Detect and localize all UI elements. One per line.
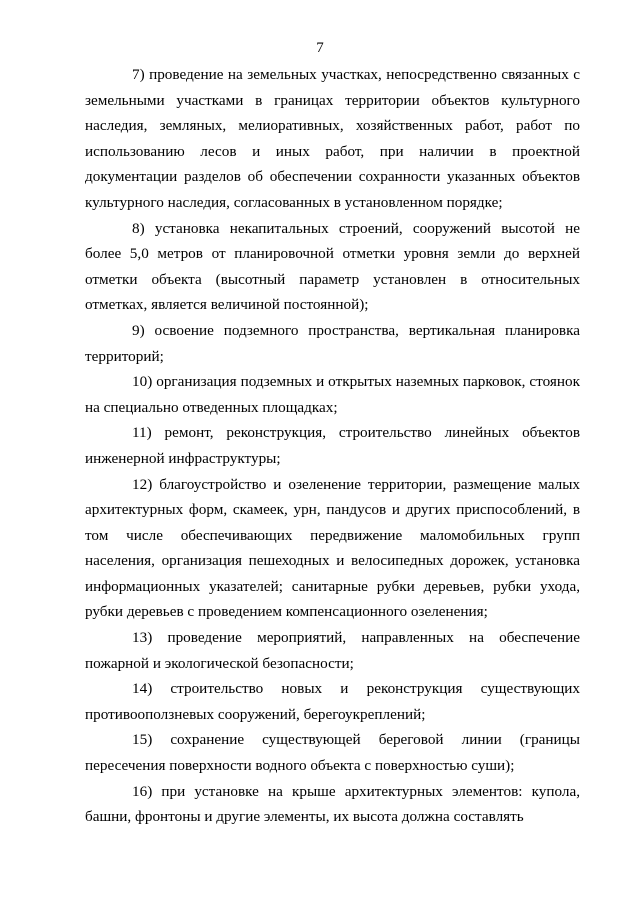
list-item-13: 13) проведение мероприятий, направленных на обеспечение пожарной и экологической безопасности; bbox=[85, 629, 580, 672]
list-item-11: 11) ремонт, реконструкция, строительство линейных объектов инженерной инфраструктуры; bbox=[85, 424, 580, 467]
list-item-12: 12) благоустройство и озеленение территории, размещение малых архитектурных форм, скамеек, урн, пандусов и других приспособлений, в том числе обеспечивающих передвижение маломобильных групп населения, организация пешеходных и велосипедных дорожек, установка информационных указателей; санитарные рубки деревьев, рубки ухода, рубки деревьев с проведением компенсационного озеленения; bbox=[85, 475, 580, 621]
page-number: 7 bbox=[316, 40, 324, 56]
list-item-14: 14) строительство новых и реконструкция существующих противооползневых сооружений, берегоукреплений; bbox=[85, 680, 580, 723]
list-item-9: 9) освоение подземного пространства, вертикальная планировка территорий; bbox=[85, 321, 580, 365]
document-body bbox=[85, 62, 580, 830]
list-item-7: 7) проведение на земельных участках, непосредственно связанных с земельными участками в границах территории объектов культурного наследия, земляных, мелиоративных, хозяйственных работ, работ по использованию лесов и иных работ, при наличии в проектной документации разделов об обеспечении сохранности указанных объектов культурного наследия, согласованных в установленном порядке; bbox=[85, 66, 580, 211]
list-item-16: 16) при установке на крыше архитектурных элементов: купола, башни, фронтоны и другие элементы, их высота должна составлять bbox=[85, 782, 580, 826]
list-item-15: 15) сохранение существующей береговой линии (границы пересечения поверхности водного объекта с поверхностью суши); bbox=[85, 731, 580, 775]
list-item-10: 10) организация подземных и открытых наземных парковок, стоянок на специально отведенных площадках; bbox=[85, 373, 580, 416]
list-item-8: 8) установка некапитальных строений, сооружений высотой не более 5,0 метров от планировочной отметки уровня земли до верхней отметки объекта (высотный параметр установлен в относительных отметках, является величиной постоянной); bbox=[85, 219, 580, 314]
